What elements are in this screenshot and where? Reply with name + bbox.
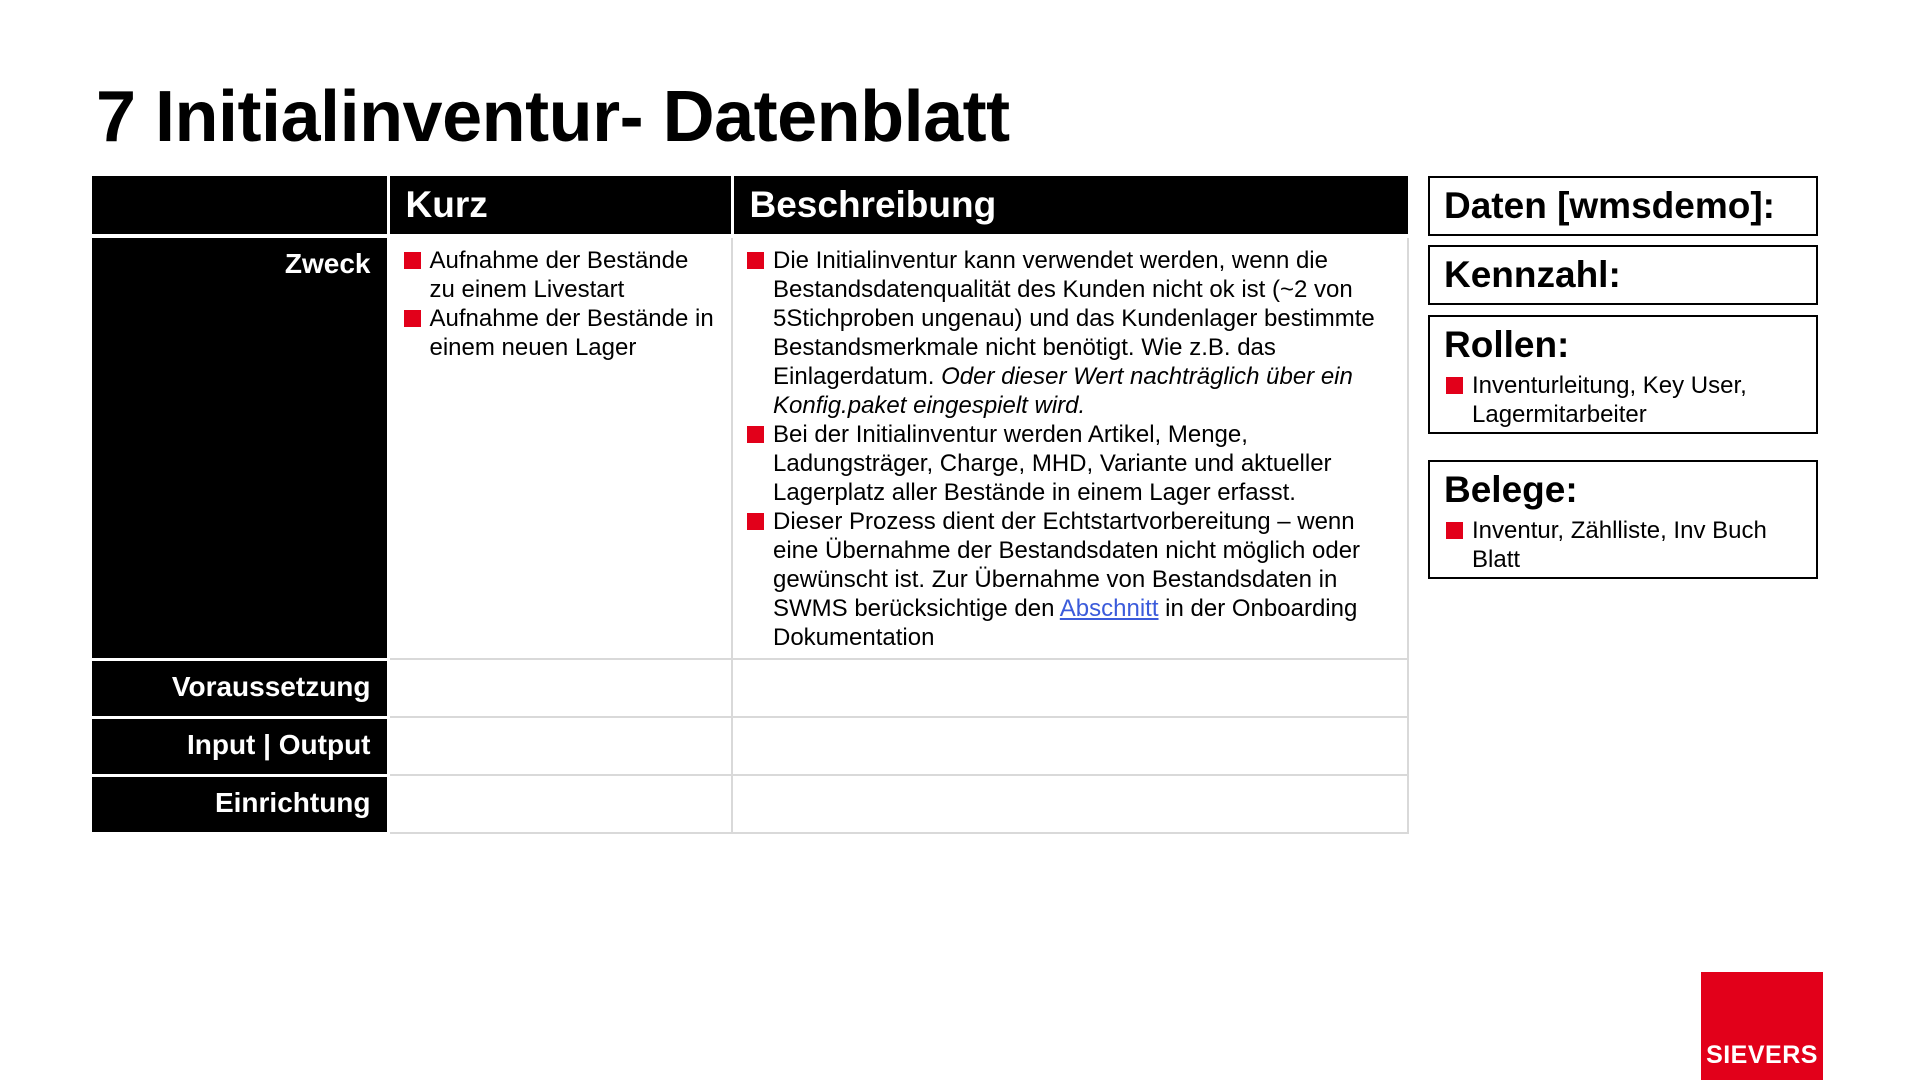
belege-heading: Belege: xyxy=(1444,469,1578,510)
red-square-bullet-icon xyxy=(404,252,421,269)
zweck-beschreibung-cell xyxy=(732,236,1408,659)
red-square-bullet-icon xyxy=(747,513,764,530)
zweck-beschreibung-list xyxy=(745,246,1393,652)
zweck-kurz-cell xyxy=(388,236,732,659)
datasheet-table xyxy=(92,176,1409,835)
daten-box xyxy=(1428,176,1818,236)
abschnitt-link[interactable]: Abschnitt xyxy=(1059,595,1159,622)
input-output-kurz-cell xyxy=(388,717,732,775)
red-square-bullet-icon xyxy=(1446,522,1463,539)
belege-box xyxy=(1428,460,1818,579)
row-label-input-output: Input | Output xyxy=(92,717,388,775)
rollen-list xyxy=(1444,371,1802,429)
list-item xyxy=(1444,371,1802,429)
row-label-zweck: Zweck xyxy=(92,236,388,659)
header-kurz: Kurz xyxy=(388,176,732,236)
input-output-beschreibung-cell xyxy=(732,717,1408,775)
list-item-text: Bei der Initialinventur werden Artikel, Menge, Ladungsträger, Charge, MHD, Variante und aktueller Lagerplatz aller Bestände in einem Lager erfasst. xyxy=(773,421,1332,506)
table-header-row xyxy=(92,176,1408,236)
sievers-logo xyxy=(1701,972,1823,1080)
table-row-input-output xyxy=(92,717,1408,775)
row-label-voraussetzung: Voraussetzung xyxy=(92,659,388,717)
rollen-heading: Rollen: xyxy=(1444,324,1570,365)
list-item-italic-text: Oder dieser Wert nachträglich über ein Konfig.paket eingespielt wird. xyxy=(773,363,1353,419)
red-square-bullet-icon xyxy=(747,252,764,269)
list-item xyxy=(402,246,718,304)
list-item-text: Inventur, Zählliste, Inv Buch Blatt xyxy=(1472,517,1767,573)
belege-list xyxy=(1444,516,1802,574)
list-item xyxy=(745,246,1393,420)
table-row-zweck xyxy=(92,236,1408,659)
kennzahl-box xyxy=(1428,245,1818,305)
list-item xyxy=(745,507,1393,652)
einrichtung-beschreibung-cell xyxy=(732,775,1408,833)
kennzahl-heading: Kennzahl: xyxy=(1444,254,1621,295)
einrichtung-kurz-cell xyxy=(388,775,732,833)
red-square-bullet-icon xyxy=(404,310,421,327)
list-item-text: Die Initialinventur kann verwendet werden, wenn die Bestandsdatenqualität des Kunden nicht ok ist (~2 von 5Stichproben ungenau) und das Kundenlager bestimmte Bestandsmerkmale nicht benötigt. Wie z.B. das Einlagerdatum. xyxy=(773,247,1375,390)
list-item-text: in der Onboarding Dokumentation xyxy=(773,595,1358,651)
page-title: 7 Initialinventur- Datenblatt xyxy=(96,77,1010,157)
zweck-kurz-list xyxy=(402,246,718,362)
list-item-text: Dieser Prozess dient der Echtstartvorbereitung – wenn eine Übernahme der Bestandsdaten nicht möglich oder gewünscht ist. Zur Übernahme von Bestandsdaten in SWMS berücksichtige den xyxy=(773,508,1361,622)
row-label-einrichtung: Einrichtung xyxy=(92,775,388,833)
list-item xyxy=(1444,516,1802,574)
logo-text: SIEVERS xyxy=(1706,1041,1818,1069)
table-row-einrichtung xyxy=(92,775,1408,833)
list-item xyxy=(402,304,718,362)
list-item-text: Aufnahme der Bestände zu einem Livestart xyxy=(429,247,689,303)
list-item-text: Inventurleitung, Key User, Lagermitarbeiter xyxy=(1472,372,1747,428)
list-item xyxy=(745,420,1393,507)
voraussetzung-kurz-cell xyxy=(388,659,732,717)
header-beschreibung: Beschreibung xyxy=(732,176,1408,236)
rollen-box xyxy=(1428,315,1818,434)
list-item-text: Aufnahme der Bestände in einem neuen Lager xyxy=(429,305,714,361)
red-square-bullet-icon xyxy=(747,426,764,443)
red-square-bullet-icon xyxy=(1446,377,1463,394)
daten-heading: Daten [wmsdemo]: xyxy=(1444,185,1775,226)
table-row-voraussetzung xyxy=(92,659,1408,717)
voraussetzung-beschreibung-cell xyxy=(732,659,1408,717)
header-empty-cell xyxy=(92,176,388,236)
